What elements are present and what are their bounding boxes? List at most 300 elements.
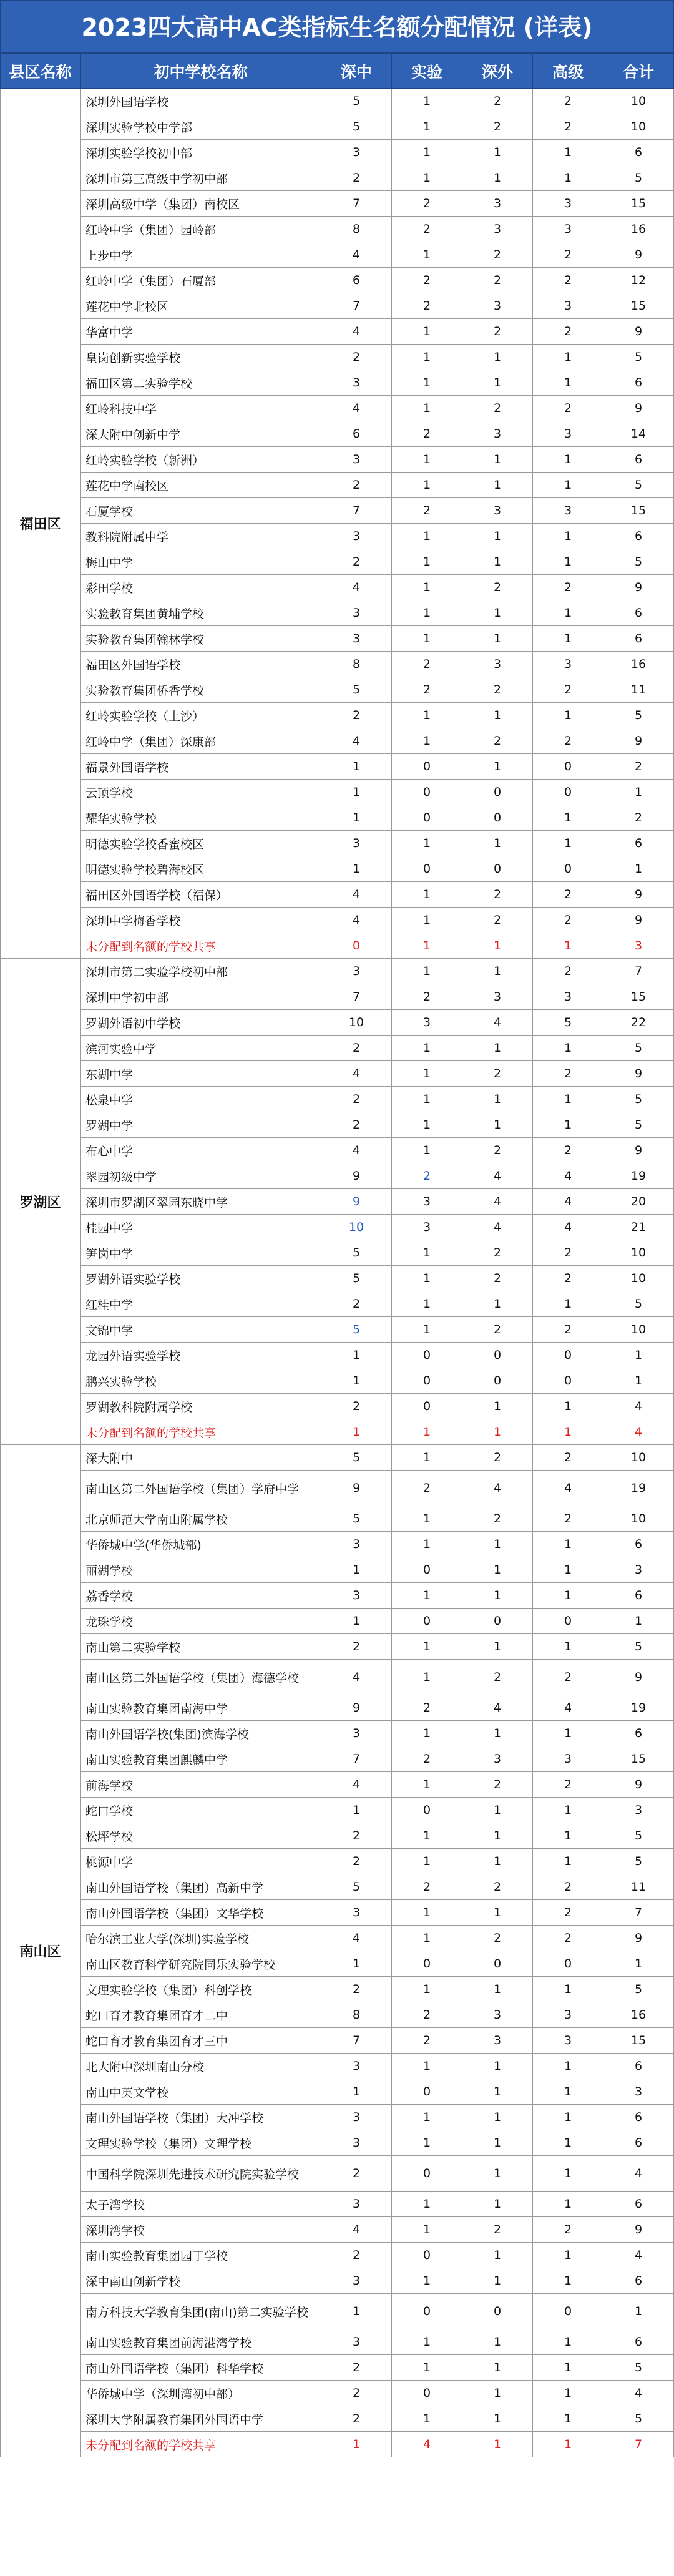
total-value: 10 <box>603 1317 674 1343</box>
shenwai-value: 3 <box>462 191 533 217</box>
total-value: 9 <box>603 1061 674 1087</box>
school-name: 前海学校 <box>81 1772 321 1798</box>
total-value: 16 <box>603 217 674 242</box>
shenwai-value: 1 <box>462 1112 533 1138</box>
table-row <box>1 1721 674 1746</box>
gaoji-value: 3 <box>533 652 603 677</box>
shenwai-value: 1 <box>462 345 533 370</box>
shiyan-value: 1 <box>392 908 462 933</box>
shenwai-value: 1 <box>462 831 533 856</box>
total-value: 20 <box>603 1189 674 1215</box>
shenwai-value: 2 <box>462 1445 533 1471</box>
shenzhong-value: 3 <box>321 959 392 984</box>
district-name: 罗湖区 <box>1 959 81 1445</box>
shenzhong-value: 1 <box>321 1557 392 1583</box>
shiyan-value: 0 <box>392 2381 462 2406</box>
school-name: 南山外国语学校（集团）文华学校 <box>81 1900 321 1926</box>
gaoji-value: 2 <box>533 114 603 140</box>
gaoji-value: 0 <box>533 1951 603 1977</box>
shiyan-value: 0 <box>392 1951 462 1977</box>
school-name: 福田区外国语学校（福保） <box>81 882 321 908</box>
shenwai-value: 1 <box>462 1823 533 1849</box>
shenwai-value: 4 <box>462 1189 533 1215</box>
shiyan-value: 2 <box>392 421 462 447</box>
table-row <box>1 2432 674 2457</box>
shenzhong-value: 3 <box>321 626 392 652</box>
shiyan-value: 2 <box>392 293 462 319</box>
shiyan-value: 2 <box>392 984 462 1010</box>
total-value: 6 <box>603 2054 674 2079</box>
shiyan-value: 2 <box>392 1746 462 1772</box>
shenzhong-value: 1 <box>321 2432 392 2457</box>
gaoji-value: 1 <box>533 2130 603 2156</box>
gaoji-value: 2 <box>533 1660 603 1695</box>
school-name: 北大附中深圳南山分校 <box>81 2054 321 2079</box>
school-name: 南山区第二外国语学校（集团）学府中学 <box>81 1471 321 1506</box>
school-name: 红岭实验学校（上沙） <box>81 703 321 728</box>
shenwai-value: 3 <box>462 1746 533 1772</box>
school-name: 东湖中学 <box>81 1061 321 1087</box>
school-name: 北京师范大学南山附属学校 <box>81 1506 321 1532</box>
total-value: 5 <box>603 703 674 728</box>
school-name: 深圳市第三高级中学初中部 <box>81 165 321 191</box>
shenwai-value: 2 <box>462 268 533 293</box>
shenwai-value: 1 <box>462 2054 533 2079</box>
shenwai-value: 1 <box>462 933 533 959</box>
gaoji-value: 1 <box>533 473 603 498</box>
shenwai-value: 1 <box>462 2105 533 2130</box>
shenzhong-value: 3 <box>321 1583 392 1609</box>
school-name: 南山外国语学校（集团）科华学校 <box>81 2355 321 2381</box>
shenzhong-value: 2 <box>321 549 392 575</box>
table-row <box>1 703 674 728</box>
school-name: 福景外国语学校 <box>81 754 321 780</box>
gaoji-value: 1 <box>533 165 603 191</box>
school-name: 深圳实验学校中学部 <box>81 114 321 140</box>
shenzhong-value: 2 <box>321 1087 392 1112</box>
total-value: 15 <box>603 498 674 524</box>
shenzhong-value: 1 <box>321 1419 392 1445</box>
shiyan-value: 1 <box>392 1266 462 1291</box>
table-row <box>1 2329 674 2355</box>
total-value: 6 <box>603 140 674 165</box>
school-name: 滨河实验中学 <box>81 1036 321 1061</box>
table-row <box>1 1772 674 1798</box>
shenzhong-value: 3 <box>321 140 392 165</box>
table-row <box>1 1266 674 1291</box>
shiyan-value: 1 <box>392 728 462 754</box>
shenzhong-value: 2 <box>321 1112 392 1138</box>
gaoji-value: 1 <box>533 600 603 626</box>
shenwai-value: 2 <box>462 89 533 114</box>
shiyan-value: 1 <box>392 549 462 575</box>
shenwai-value: 1 <box>462 1900 533 1926</box>
school-name: 深圳市第二实验学校初中部 <box>81 959 321 984</box>
school-name: 华富中学 <box>81 319 321 345</box>
total-value: 1 <box>603 1343 674 1368</box>
total-value: 1 <box>603 856 674 882</box>
gaoji-value: 1 <box>533 1634 603 1660</box>
table-row <box>1 1746 674 1772</box>
shiyan-value: 1 <box>392 600 462 626</box>
header-district: 县区名称 <box>1 54 81 89</box>
total-value: 9 <box>603 1660 674 1695</box>
shenzhong-value: 5 <box>321 677 392 703</box>
table-row <box>1 319 674 345</box>
total-value: 2 <box>603 805 674 831</box>
shiyan-value: 1 <box>392 1419 462 1445</box>
shenzhong-value: 6 <box>321 421 392 447</box>
gaoji-value: 2 <box>533 1874 603 1900</box>
shenzhong-value: 4 <box>321 728 392 754</box>
shenzhong-value: 2 <box>321 345 392 370</box>
total-value: 14 <box>603 421 674 447</box>
shenwai-value: 0 <box>462 780 533 805</box>
shenwai-value: 2 <box>462 575 533 600</box>
school-name: 华侨城中学（深圳湾初中部） <box>81 2381 321 2406</box>
gaoji-value: 2 <box>533 1317 603 1343</box>
shiyan-value: 0 <box>392 780 462 805</box>
school-name: 深圳中学梅香学校 <box>81 908 321 933</box>
gaoji-value: 2 <box>533 89 603 114</box>
school-name: 实验教育集团黄埔学校 <box>81 600 321 626</box>
shenwai-value: 1 <box>462 549 533 575</box>
shenzhong-value: 5 <box>321 1874 392 1900</box>
table-row <box>1 1394 674 1419</box>
total-value: 15 <box>603 191 674 217</box>
school-name: 深圳高级中学（集团）南校区 <box>81 191 321 217</box>
school-name: 华侨城中学(华侨城部) <box>81 1532 321 1557</box>
school-name: 罗湖外语实验学校 <box>81 1266 321 1291</box>
gaoji-value: 2 <box>533 1926 603 1951</box>
shenzhong-value: 2 <box>321 2156 392 2192</box>
table-row <box>1 856 674 882</box>
total-value: 9 <box>603 908 674 933</box>
shenwai-value: 0 <box>462 856 533 882</box>
shiyan-value: 1 <box>392 882 462 908</box>
shiyan-value: 1 <box>392 2105 462 2130</box>
shiyan-value: 1 <box>392 89 462 114</box>
shenzhong-value: 7 <box>321 191 392 217</box>
school-name: 明德实验学校碧海校区 <box>81 856 321 882</box>
gaoji-value: 2 <box>533 959 603 984</box>
shiyan-value: 1 <box>392 1138 462 1163</box>
total-value: 6 <box>603 831 674 856</box>
shiyan-value: 3 <box>392 1215 462 1240</box>
school-name: 太子湾学校 <box>81 2192 321 2217</box>
shiyan-value: 1 <box>392 2329 462 2355</box>
shiyan-value: 0 <box>392 1557 462 1583</box>
gaoji-value: 0 <box>533 1368 603 1394</box>
shenwai-value: 1 <box>462 1557 533 1583</box>
table-row <box>1 1583 674 1609</box>
gaoji-value: 0 <box>533 2294 603 2329</box>
header-shenzhong: 深中 <box>321 54 392 89</box>
school-name: 南山实验教育集团前海港湾学校 <box>81 2329 321 2355</box>
school-name: 深中南山创新学校 <box>81 2268 321 2294</box>
gaoji-value: 1 <box>533 1394 603 1419</box>
shenzhong-value: 3 <box>321 2329 392 2355</box>
shenwai-value: 3 <box>462 421 533 447</box>
total-value: 2 <box>603 754 674 780</box>
school-name: 文理实验学校（集团）文理学校 <box>81 2130 321 2156</box>
shenwai-value: 3 <box>462 217 533 242</box>
table-row <box>1 2002 674 2028</box>
shenzhong-value: 2 <box>321 165 392 191</box>
shenzhong-value: 3 <box>321 447 392 473</box>
shiyan-value: 0 <box>392 2079 462 2105</box>
gaoji-value: 0 <box>533 856 603 882</box>
shiyan-value: 1 <box>392 831 462 856</box>
gaoji-value: 2 <box>533 319 603 345</box>
shiyan-value: 0 <box>392 1368 462 1394</box>
gaoji-value: 2 <box>533 2217 603 2243</box>
school-name: 红岭中学（集团）石厦部 <box>81 268 321 293</box>
shiyan-value: 0 <box>392 1394 462 1419</box>
school-name: 深大附中 <box>81 1445 321 1471</box>
table-row <box>1 1138 674 1163</box>
shiyan-value: 1 <box>392 2406 462 2432</box>
table-row <box>1 498 674 524</box>
shiyan-value: 1 <box>392 626 462 652</box>
shenwai-value: 1 <box>462 703 533 728</box>
school-name: 文锦中学 <box>81 1317 321 1343</box>
shenwai-value: 4 <box>462 1215 533 1240</box>
shiyan-value: 1 <box>392 1445 462 1471</box>
shenwai-value: 1 <box>462 600 533 626</box>
total-value: 9 <box>603 882 674 908</box>
gaoji-value: 1 <box>533 1977 603 2002</box>
school-name: 南山区教育科学研究院同乐实验学校 <box>81 1951 321 1977</box>
table-row <box>1 549 674 575</box>
shenwai-value: 2 <box>462 1874 533 1900</box>
shiyan-value: 1 <box>392 473 462 498</box>
table-row <box>1 1317 674 1343</box>
shenwai-value: 1 <box>462 2355 533 2381</box>
gaoji-value: 2 <box>533 268 603 293</box>
school-name: 红岭中学（集团）园岭部 <box>81 217 321 242</box>
shenzhong-value: 9 <box>321 1163 392 1189</box>
table-row <box>1 1506 674 1532</box>
school-name: 丽湖学校 <box>81 1557 321 1583</box>
shenzhong-value: 4 <box>321 1660 392 1695</box>
table-row <box>1 2105 674 2130</box>
gaoji-value: 1 <box>533 805 603 831</box>
school-name: 深大附中创新中学 <box>81 421 321 447</box>
total-value: 1 <box>603 1609 674 1634</box>
total-value: 15 <box>603 984 674 1010</box>
shenwai-value: 3 <box>462 2028 533 2054</box>
table-row <box>1 1798 674 1823</box>
table-row <box>1 2268 674 2294</box>
shiyan-value: 4 <box>392 2432 462 2457</box>
school-name: 南山实验教育集团南海中学 <box>81 1695 321 1721</box>
gaoji-value: 2 <box>533 728 603 754</box>
school-name: 鹏兴实验学校 <box>81 1368 321 1394</box>
shenwai-value: 4 <box>462 1163 533 1189</box>
shenwai-value: 2 <box>462 728 533 754</box>
total-value: 9 <box>603 2217 674 2243</box>
header-shenwai: 深外 <box>462 54 533 89</box>
shenzhong-value: 8 <box>321 2002 392 2028</box>
shiyan-value: 2 <box>392 2028 462 2054</box>
gaoji-value: 3 <box>533 984 603 1010</box>
gaoji-value: 1 <box>533 2355 603 2381</box>
shiyan-value: 1 <box>392 2355 462 2381</box>
shenwai-value: 2 <box>462 1506 533 1532</box>
shenzhong-value: 2 <box>321 2355 392 2381</box>
shenzhong-value: 3 <box>321 831 392 856</box>
gaoji-value: 4 <box>533 1215 603 1240</box>
table-row <box>1 396 674 421</box>
total-value: 10 <box>603 114 674 140</box>
shiyan-value: 1 <box>392 165 462 191</box>
gaoji-value: 1 <box>533 370 603 396</box>
shenwai-value: 1 <box>462 2156 533 2192</box>
school-name: 上步中学 <box>81 242 321 268</box>
shiyan-value: 1 <box>392 2192 462 2217</box>
table-row <box>1 1849 674 1874</box>
gaoji-value: 1 <box>533 626 603 652</box>
shenzhong-value: 2 <box>321 1291 392 1317</box>
total-value: 7 <box>603 2432 674 2457</box>
table-row <box>1 1977 674 2002</box>
total-value: 1 <box>603 2294 674 2329</box>
school-name: 深圳市罗湖区翠园东晓中学 <box>81 1189 321 1215</box>
shenzhong-value: 1 <box>321 2079 392 2105</box>
shenwai-value: 3 <box>462 293 533 319</box>
school-name: 蛇口学校 <box>81 1798 321 1823</box>
table-row <box>1 1445 674 1471</box>
shenwai-value: 1 <box>462 473 533 498</box>
gaoji-value: 3 <box>533 498 603 524</box>
table-row <box>1 1874 674 1900</box>
total-value: 6 <box>603 2329 674 2355</box>
total-value: 5 <box>603 1823 674 1849</box>
shiyan-value: 2 <box>392 677 462 703</box>
gaoji-value: 2 <box>533 1772 603 1798</box>
gaoji-value: 2 <box>533 1138 603 1163</box>
shenzhong-value: 2 <box>321 1823 392 1849</box>
shiyan-value: 1 <box>392 1926 462 1951</box>
gaoji-value: 1 <box>533 2192 603 2217</box>
gaoji-value: 0 <box>533 1609 603 1634</box>
school-name: 荔香学校 <box>81 1583 321 1609</box>
table-row <box>1 1951 674 1977</box>
shenzhong-value: 3 <box>321 1900 392 1926</box>
table-row <box>1 473 674 498</box>
table-row <box>1 1036 674 1061</box>
shiyan-value: 3 <box>392 1189 462 1215</box>
school-name: 文理实验学校（集团）科创学校 <box>81 1977 321 2002</box>
total-value: 5 <box>603 1112 674 1138</box>
table-row <box>1 2079 674 2105</box>
gaoji-value: 1 <box>533 2156 603 2192</box>
shiyan-value: 1 <box>392 2054 462 2079</box>
total-value: 6 <box>603 2268 674 2294</box>
school-name: 南山实验教育集团麒麟中学 <box>81 1746 321 1772</box>
gaoji-value: 3 <box>533 1746 603 1772</box>
shenzhong-value: 2 <box>321 2243 392 2268</box>
table-row <box>1 1343 674 1368</box>
school-name: 南山外国语学校(集团)滨海学校 <box>81 1721 321 1746</box>
school-name: 耀华实验学校 <box>81 805 321 831</box>
shiyan-value: 1 <box>392 1634 462 1660</box>
total-value: 6 <box>603 1583 674 1609</box>
shenzhong-value: 2 <box>321 1394 392 1419</box>
shenwai-value: 1 <box>462 1087 533 1112</box>
shenwai-value: 2 <box>462 1266 533 1291</box>
shiyan-value: 1 <box>392 319 462 345</box>
shiyan-value: 2 <box>392 1163 462 1189</box>
table-row <box>1 728 674 754</box>
shiyan-value: 1 <box>392 1977 462 2002</box>
shenzhong-value: 9 <box>321 1695 392 1721</box>
quota-table <box>0 53 674 2457</box>
shenzhong-value: 4 <box>321 2217 392 2243</box>
total-value: 6 <box>603 2105 674 2130</box>
shenwai-value: 1 <box>462 1849 533 1874</box>
shenzhong-value: 3 <box>321 2192 392 2217</box>
shenwai-value: 0 <box>462 1343 533 1368</box>
gaoji-value: 3 <box>533 191 603 217</box>
table-row <box>1 652 674 677</box>
total-value: 10 <box>603 1445 674 1471</box>
school-name: 翠园初级中学 <box>81 1163 321 1189</box>
table-row <box>1 1634 674 1660</box>
school-name: 红岭科技中学 <box>81 396 321 421</box>
school-name: 南山中英文学校 <box>81 2079 321 2105</box>
table-row <box>1 114 674 140</box>
shenwai-value: 1 <box>462 2268 533 2294</box>
total-value: 5 <box>603 345 674 370</box>
shiyan-value: 1 <box>392 447 462 473</box>
total-value: 11 <box>603 677 674 703</box>
school-name: 云顶学校 <box>81 780 321 805</box>
table-row <box>1 1557 674 1583</box>
shiyan-value: 1 <box>392 1660 462 1695</box>
shenwai-value: 2 <box>462 319 533 345</box>
gaoji-value: 1 <box>533 1557 603 1583</box>
total-value: 4 <box>603 2156 674 2192</box>
shenzhong-value: 8 <box>321 652 392 677</box>
gaoji-value: 1 <box>533 2329 603 2355</box>
shenzhong-value: 3 <box>321 2105 392 2130</box>
table-row <box>1 1900 674 1926</box>
total-value: 3 <box>603 2079 674 2105</box>
gaoji-value: 1 <box>533 1798 603 1823</box>
total-value: 4 <box>603 1394 674 1419</box>
total-value: 5 <box>603 1977 674 2002</box>
gaoji-value: 2 <box>533 1061 603 1087</box>
shiyan-value: 2 <box>392 1471 462 1506</box>
shiyan-value: 2 <box>392 1874 462 1900</box>
page-title: 2023四大高中AC类指标生名额分配情况 (详表) <box>0 0 674 53</box>
header-total: 合计 <box>603 54 674 89</box>
table-row <box>1 140 674 165</box>
shenzhong-value: 3 <box>321 1721 392 1746</box>
total-value: 1 <box>603 1368 674 1394</box>
shenwai-value: 1 <box>462 959 533 984</box>
school-name: 南山第二实验学校 <box>81 1634 321 1660</box>
shenzhong-value: 7 <box>321 2028 392 2054</box>
shiyan-value: 0 <box>392 2156 462 2192</box>
shenzhong-value: 2 <box>321 1977 392 2002</box>
table-row <box>1 959 674 984</box>
shenwai-value: 1 <box>462 1634 533 1660</box>
total-value: 9 <box>603 396 674 421</box>
shenzhong-value: 3 <box>321 1532 392 1557</box>
